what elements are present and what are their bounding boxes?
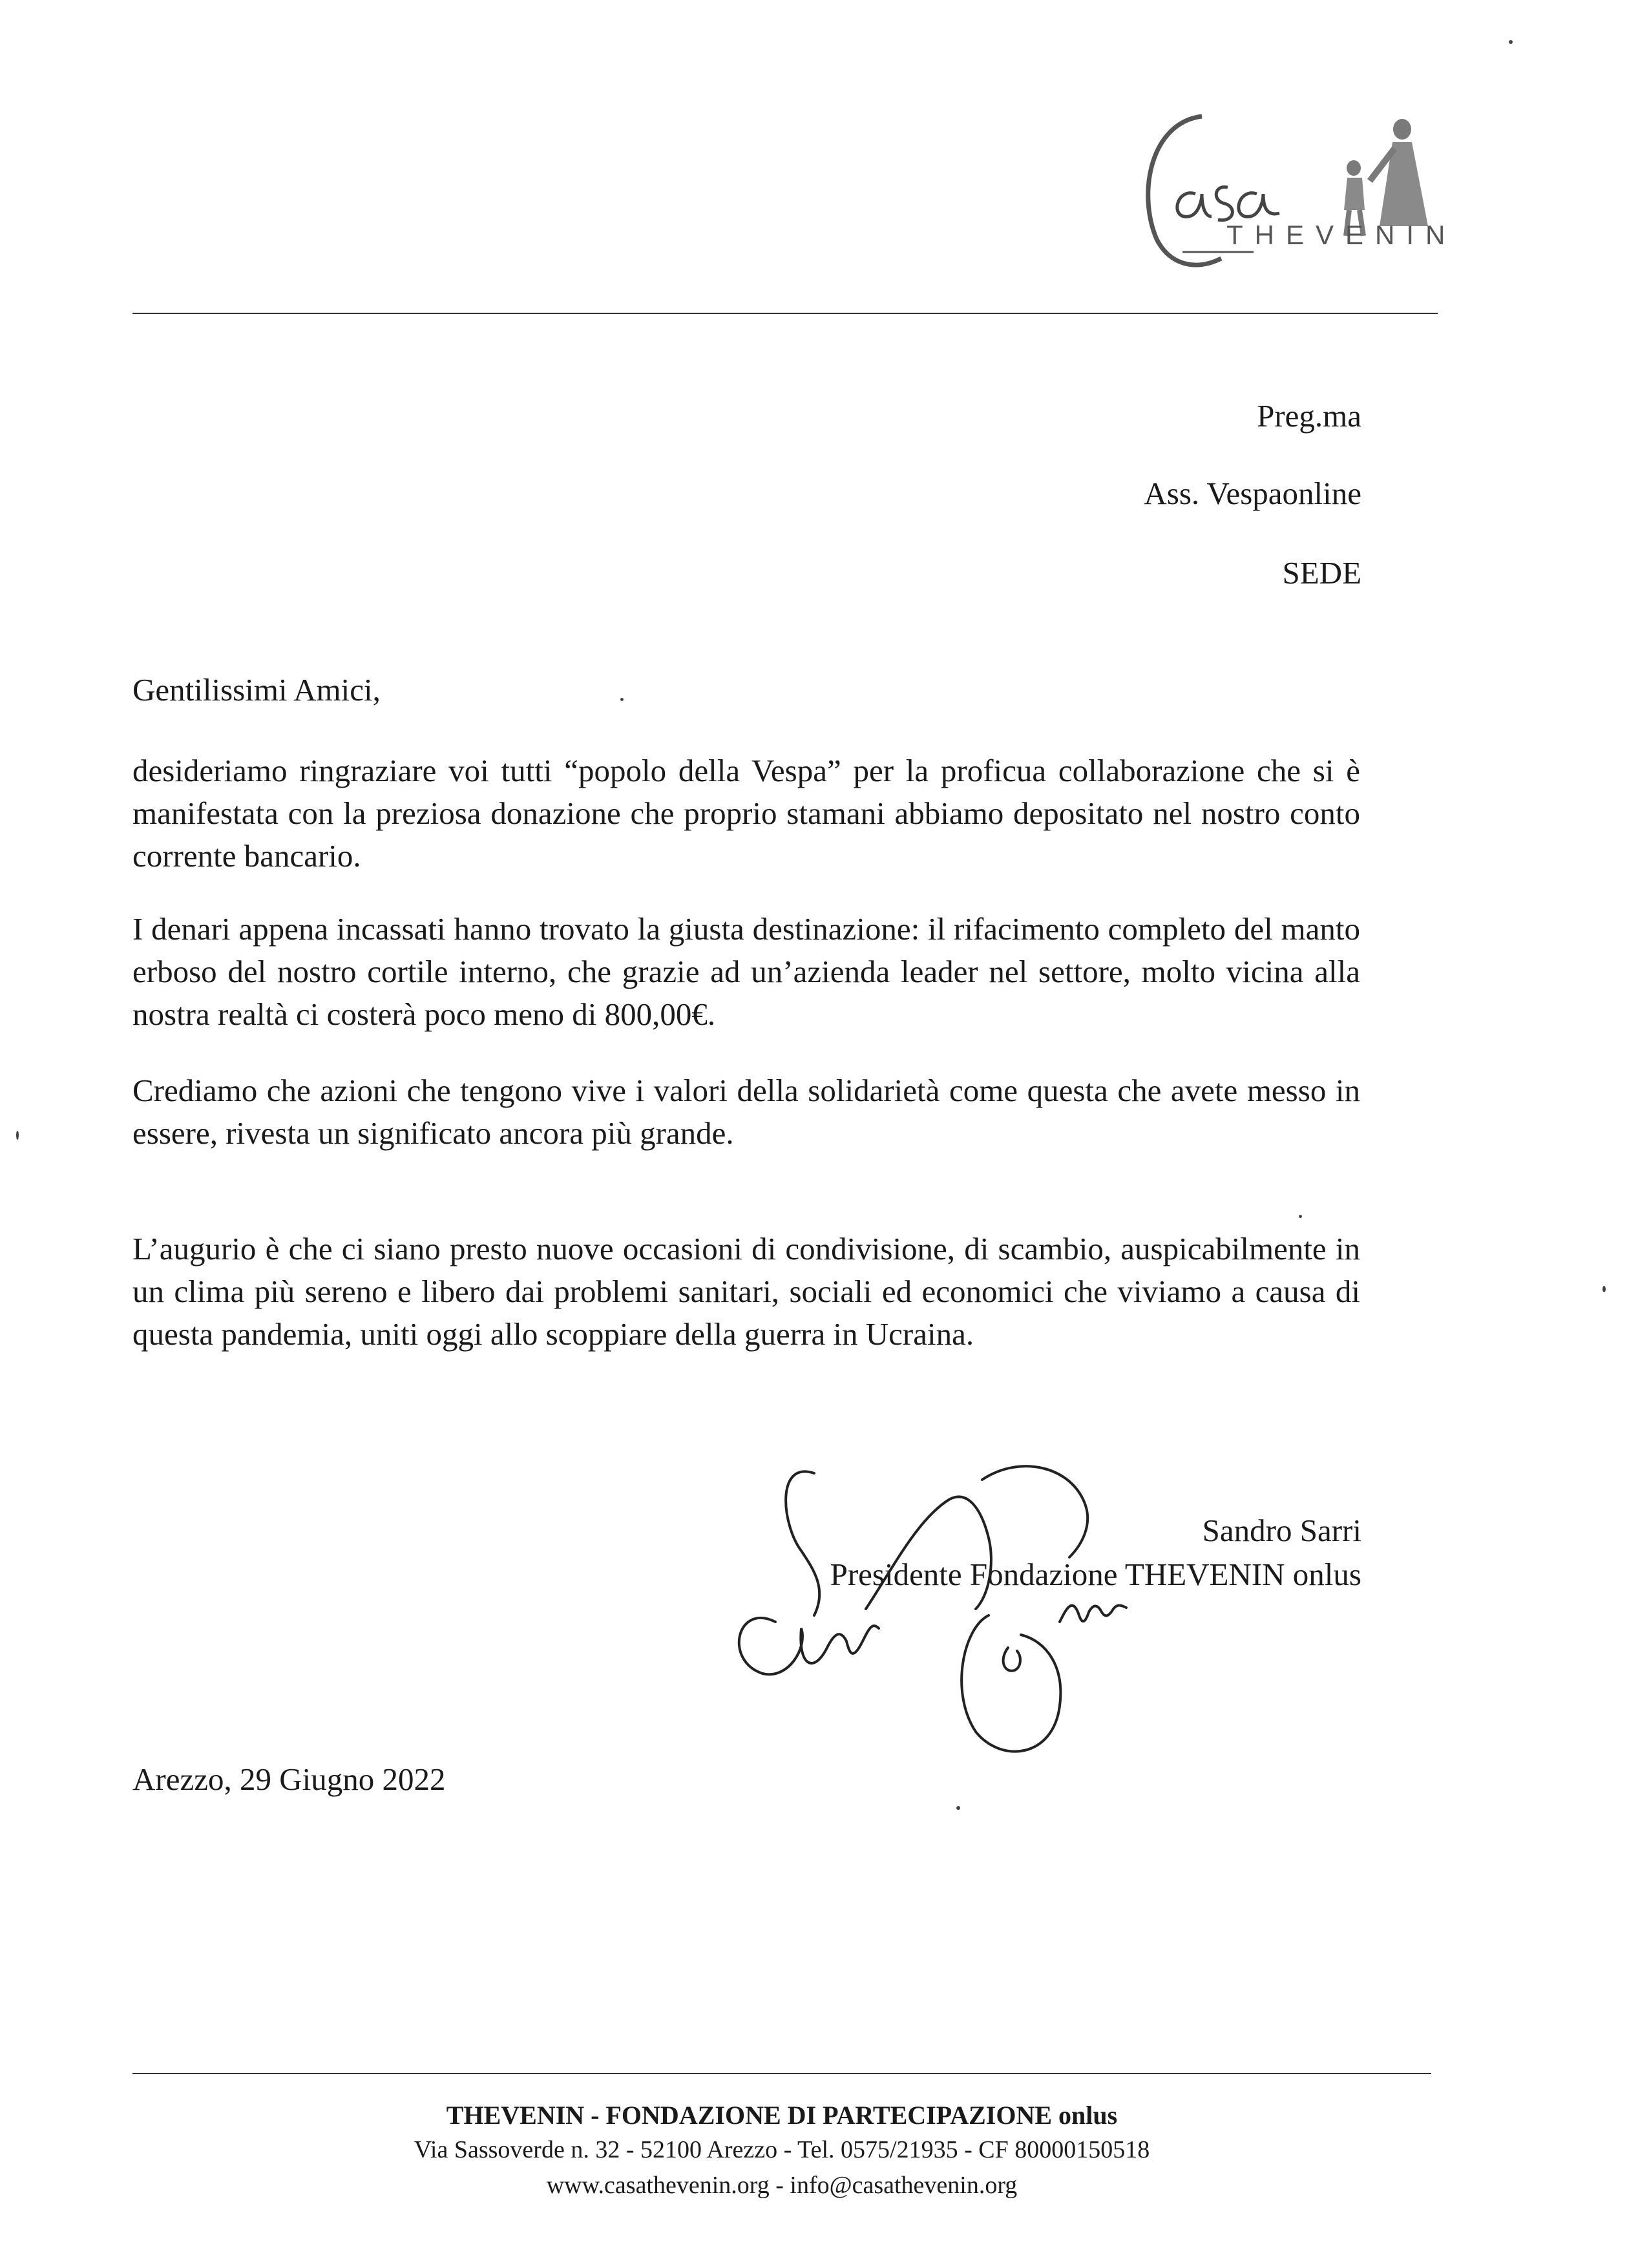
header-divider [132,313,1438,314]
footer-address: Via Sassoverde n. 32 - 52100 Arezzo - Tel. 0575/21935 - CF 80000150518 [414,2136,1150,2163]
signature-graphic [737,1454,1228,1764]
recipient-line-3: SEDE [1282,555,1361,591]
scan-speck [1509,40,1513,44]
scan-speck [956,1806,960,1810]
footer-contacts: www.casathevenin.org - info@casathevenin.org [546,2172,1018,2199]
footer-divider [132,2073,1431,2074]
logo-subtitle: THEVENIN [1226,220,1457,250]
scan-speck [16,1131,19,1140]
paragraph: L’augurio è che ci siano presto nuove occasioni di condivisione, di scambio, auspicabilmente in un clima più sereno e libero dai problemi sanitari, sociali ed economici che viviamo a causa di questa pandemia, uniti oggi allo scoppiare della guerra in Ucraina. [132,1231,1360,1352]
logo-graphic [1124,97,1460,291]
paragraph: Crediamo che azioni che tengono vive i valori della solidarietà come questa che avete messo in essere, rivesta un significato ancora più grande. [132,1073,1360,1151]
handwritten-signature [737,1454,1228,1764]
recipient-line-2: Ass. Vespaonline [1144,476,1361,511]
scan-speck [620,698,624,701]
footer-organization: THEVENIN - FONDAZIONE DI PARTECIPAZIONE onlus [446,2101,1118,2130]
signer-name: Sandro Sarri [1202,1513,1361,1548]
letter-date: Arezzo, 29 Giugno 2022 [132,1761,446,1797]
salutation: Gentilissimi Amici, [132,672,381,708]
scan-speck [1299,1215,1302,1218]
casa-thevenin-logo [1124,97,1460,291]
signer-role: Presidente Fondazione THEVENIN onlus [830,1557,1361,1592]
paragraph: desideriamo ringraziare voi tutti “popolo della Vespa” per la proficua collaborazione che si è manifestata con la preziosa donazione che proprio stamani abbiamo depositato nel nostro conto corrente bancario. [132,753,1360,874]
scan-speck [1602,1286,1606,1292]
paragraph: I denari appena incassati hanno trovato la giusta destinazione: il rifacimento completo del manto erboso del nostro cortile interno, che grazie ad un’azienda leader nel settore, molto vicina alla nostra realtà ci costerà poco meno di 800,00€. [132,911,1360,1032]
recipient-line-1: Preg.ma [1257,398,1361,434]
